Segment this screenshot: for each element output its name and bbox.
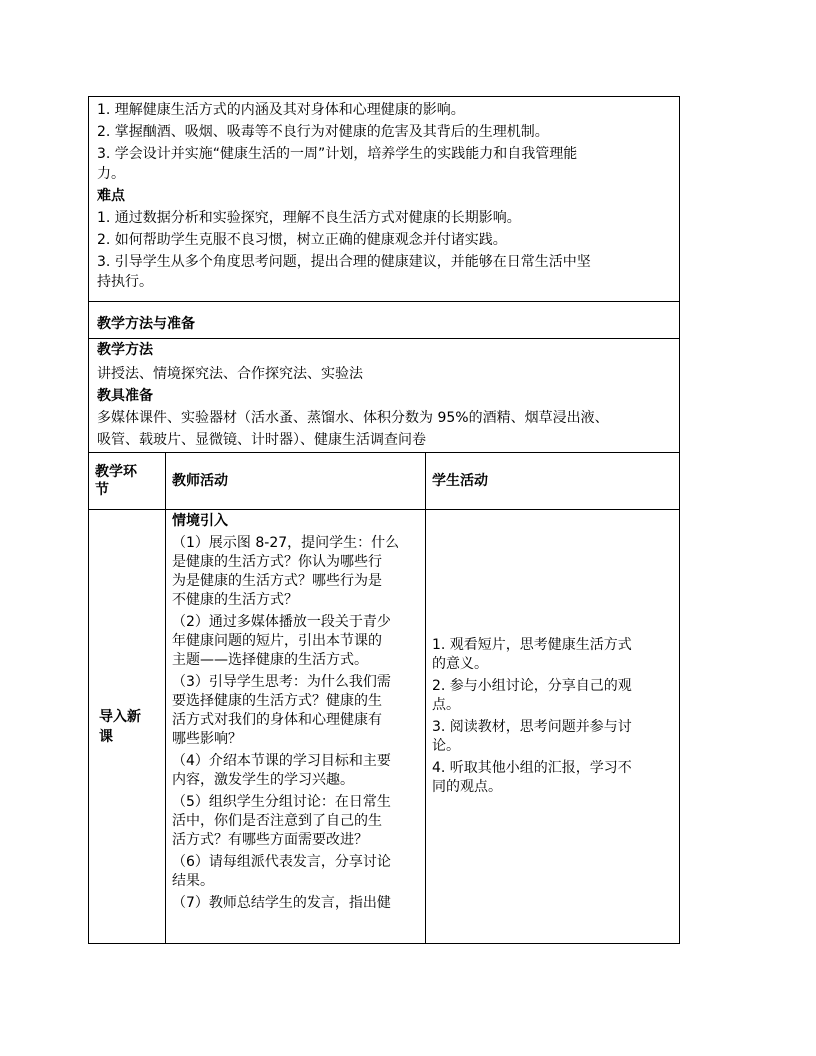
- text-line: （4）介绍本节课的学习目标和主要: [172, 753, 391, 769]
- objective-item: 2. 掌握酗酒、吸烟、吸毒等不良行为对健康的危害及其背后的生理机制。: [97, 124, 549, 140]
- objective-item: 3. 学会设计并实施“健康生活的一周”计划，培养学生的实践能力和自我管理能: [97, 146, 578, 162]
- teacher-heading: 情境引入: [172, 513, 228, 529]
- header-student: 学生活动: [432, 473, 488, 489]
- text-line: 4. 听取其他小组的汇报，学习不: [432, 759, 632, 776]
- text-line: 3. 阅读教材，思考问题并参与讨: [432, 718, 632, 735]
- student-paragraph: [432, 677, 673, 715]
- text-line: 1. 观看短片，思考健康生活方式: [432, 636, 632, 653]
- difficulty-heading: 难点: [97, 188, 125, 204]
- text-line: 活方式？有哪些方面需要改进？: [172, 832, 368, 848]
- teacher-paragraph: [172, 673, 419, 749]
- text-line: （2）通过多媒体播放一段关于青少: [172, 614, 391, 630]
- materials-heading: 教具准备: [97, 388, 153, 404]
- difficulty-item: 1. 通过数据分析和实验探究，理解不良生活方式对健康的长期影响。: [97, 210, 521, 226]
- methods-block: [89, 339, 679, 453]
- teacher-activity-cell: [166, 510, 426, 943]
- methods-text: 讲授法、情境探究法、合作探究法、实验法: [97, 366, 363, 382]
- teacher-paragraph: [172, 793, 419, 850]
- text-line: （1）展示图 8-27，提问学生：什么: [172, 535, 400, 551]
- header-stage-line: 教学环: [95, 464, 137, 480]
- text-line: 结果。: [172, 873, 214, 889]
- objective-item-cont: 力。: [97, 166, 125, 182]
- objectives-block: [89, 97, 679, 302]
- text-line: （6）请每组派代表发言，分享讨论: [172, 854, 391, 870]
- stage-line: 导入新: [99, 708, 141, 725]
- text-line: 2. 参与小组讨论，分享自己的观: [432, 677, 632, 694]
- objective-item: 1. 理解健康生活方式的内涵及其对身体和心理健康的影响。: [97, 102, 465, 118]
- text-line: 同的观点。: [432, 778, 502, 795]
- student-paragraph: [432, 718, 673, 756]
- text-line: 要选择健康的生活方式？健康的生: [172, 693, 382, 709]
- difficulty-item: 2. 如何帮助学生克服不良习惯，树立正确的健康观念并付诸实践。: [97, 232, 507, 248]
- teacher-paragraph: [172, 894, 419, 913]
- stage-cell: [89, 510, 166, 943]
- header-stage: [89, 453, 166, 509]
- text-line: 为是健康的生活方式？哪些行为是: [172, 573, 382, 589]
- difficulty-item: 3. 引导学生从多个角度思考问题，提出合理的健康建议，并能够在日常生活中坚: [97, 254, 591, 270]
- section-title: 教学方法与准备: [97, 316, 195, 332]
- header-stage-line: 节: [95, 482, 109, 498]
- methods-heading: 教学方法: [97, 342, 153, 358]
- student-paragraph: [432, 636, 673, 674]
- text-line: 的意义。: [432, 655, 488, 672]
- teacher-paragraph: [172, 752, 419, 790]
- materials-text: 多媒体课件、实验器材（活水蚤、蒸馏水、体积分数为 95%的酒精、烟草浸出液、: [97, 410, 609, 426]
- difficulty-item-cont: 持执行。: [97, 274, 153, 290]
- cell-spacer: [432, 800, 673, 818]
- teacher-paragraph: [172, 534, 419, 610]
- text-line: 主题——选择健康的生活方式。: [172, 652, 368, 668]
- text-line: 年健康问题的短片，引出本节课的: [172, 633, 382, 649]
- materials-text-cont: 吸管、载玻片、显微镜、计时器）、健康生活调查问卷: [97, 432, 426, 448]
- methods-title-block: [89, 302, 679, 339]
- header-teacher: 教师活动: [166, 453, 426, 509]
- stage-label: [99, 707, 155, 747]
- student-activity-cell: [426, 510, 679, 943]
- text-line: 点。: [432, 696, 460, 713]
- text-line: 活方式对我们的身体和心理健康有: [172, 712, 382, 728]
- activity-row: [89, 510, 679, 943]
- activity-table-header: [89, 453, 679, 510]
- text-line: 不健康的生活方式？: [172, 592, 298, 608]
- teacher-paragraph: [172, 853, 419, 891]
- lesson-plan-table: [88, 96, 680, 944]
- stage-line: 课: [99, 728, 113, 745]
- text-line: 论。: [432, 737, 460, 754]
- text-line: 是健康的生活方式？你认为哪些行: [172, 554, 382, 570]
- text-line: 哪些影响？: [172, 731, 242, 747]
- text-line: （7）教师总结学生的发言，指出健: [172, 895, 391, 911]
- student-paragraph: [432, 759, 673, 797]
- text-line: （3）引导学生思考：为什么我们需: [172, 674, 391, 690]
- teacher-paragraph: [172, 613, 419, 670]
- text-line: （5）组织学生分组讨论：在日常生: [172, 794, 391, 810]
- text-line: 内容，激发学生的学习兴趣。: [172, 772, 354, 788]
- text-line: 活中，你们是否注意到了自己的生: [172, 813, 382, 829]
